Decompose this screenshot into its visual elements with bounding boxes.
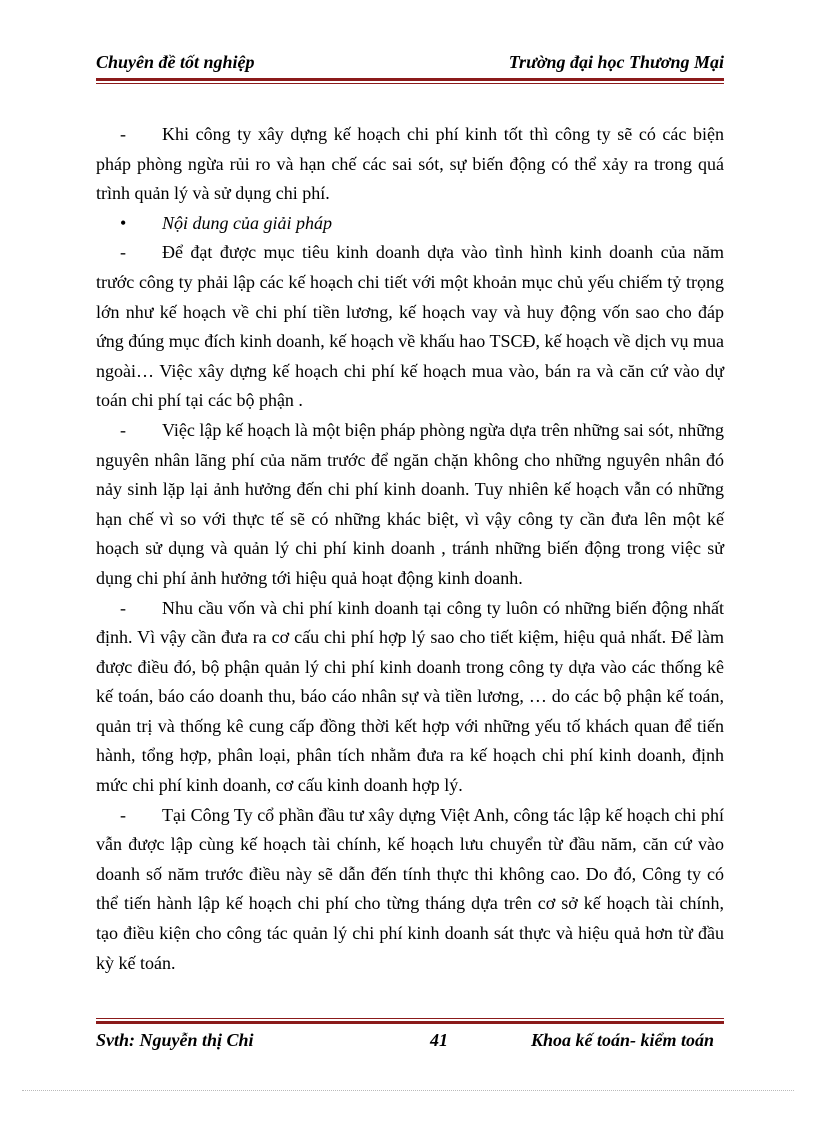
dash-marker: - [120, 804, 126, 825]
header-title-right: Trường đại học Thương Mại [508, 52, 724, 72]
paragraph-5-text: Tại Công Ty cổ phần đầu tư xây dựng Việt Anh, công tác lập kế hoạch chi phí vẫn được lập cùng kế hoạch tài chính, kế hoạch lưu chuyển từ đầu năm, căn cứ vào doanh số năm trước điều này sẽ dẫn đến tính thực thi không cao. Do đó, Công ty có thể tiến hành lập kế hoạch chi phí cho từng tháng dựa trên cơ sở kế hoạch tài chính, tạo điều kiện cho công tác quản lý chi phí kinh doanh sát thực và hiệu quả hơn từ đầu kỳ kế toán. [96, 804, 724, 973]
dash-marker: - [120, 597, 126, 618]
paragraph-3-text: Việc lập kế hoạch là một biện pháp phòng ngừa dựa trên những sai sót, những nguyên nhân lãng phí của năm trước để ngăn chặn không cho những nguyên nhân đó nảy sinh lặp lại ảnh hưởng đến chi phí kinh doanh. Tuy nhiên kế hoạch vẫn có những hạn chế vì so với thực tế sẽ có những khác biệt, vì vậy công ty cần đưa lên một kế hoạch sử dụng và quản lý chi phí kinh doanh , tránh những biến động trong việc sử dụng chi phí ảnh hưởng tới hiệu quả hoạt động kinh doanh. [96, 419, 724, 588]
paragraph-1 [96, 120, 724, 209]
dash-marker: - [120, 124, 126, 144]
footer-author: Svth: Nguyễn thị Chi [96, 1030, 254, 1050]
footer-department: Khoa kế toán- kiểm toán [530, 1030, 714, 1050]
document-body [96, 120, 724, 978]
paragraph-4 [96, 594, 724, 801]
bullet-heading [96, 209, 724, 239]
paragraph-1-text: Khi công ty xây dựng kế hoạch chi phí kinh tốt thì công ty sẽ có các biện pháp phòng ngừa rủi ro và hạn chế các sai sót, sự biến động có thể xảy ra trong quá trình quản lý và sử dụng chi phí. [96, 124, 724, 204]
bullet-icon: • [120, 212, 127, 233]
header-rule-thick [96, 78, 724, 81]
footer-rule-thin [96, 1018, 724, 1019]
paragraph-5 [96, 801, 724, 979]
bullet-heading-text: Nội dung của giải pháp [162, 212, 332, 233]
dash-marker: - [120, 419, 126, 440]
paragraph-3 [96, 416, 724, 594]
page-bottom-edge [22, 1090, 794, 1091]
page-footer [96, 1030, 724, 1054]
page-header [96, 52, 724, 76]
footer-rule-thick [96, 1021, 724, 1024]
header-title-left: Chuyên đề tốt nghiệp [96, 52, 255, 72]
page-number: 41 [430, 1030, 448, 1050]
paragraph-4-text: Nhu cầu vốn và chi phí kinh doanh tại công ty luôn có những biến động nhất định. Vì vậy cần đưa ra cơ cấu chi phí hợp lý sao cho tiết kiệm, hiệu quả nhất. Để làm được điều đó, bộ phận quản lý chi phí kinh doanh trong công ty dựa vào các thống kê kế toán, báo cáo doanh thu, báo cáo nhân sự và tiền lương, … do các bộ phận kế toán, quản trị và thống kê cung cấp đồng thời kết hợp với những yếu tố khách quan để tiến hành, tổng hợp, phân loại, phân tích nhằm đưa ra kế hoạch chi phí kinh doanh, định mức chi phí kinh doanh, cơ cấu kinh doanh hợp lý. [96, 597, 724, 796]
dash-marker: - [120, 242, 126, 263]
paragraph-2-text: Để đạt được mục tiêu kinh doanh dựa vào tình hình kinh doanh của năm trước công ty phải lập các kế hoạch chi tiết với một khoản mục chủ yếu chiếm tỷ trọng lớn như kế hoạch về chi phí tiền lương, kế hoạch vay và huy động vốn sao cho đáp ứng đúng mục đích kinh doanh, kế hoạch về khấu hao TSCĐ, kế hoạch về dịch vụ mua ngoài… Việc xây dựng kế hoạch chi phí kế hoạch mua vào, bán ra và căn cứ vào dự toán chi phí tại các bộ phận . [96, 242, 724, 411]
header-rule-thin [96, 83, 724, 84]
paragraph-2 [96, 238, 724, 416]
